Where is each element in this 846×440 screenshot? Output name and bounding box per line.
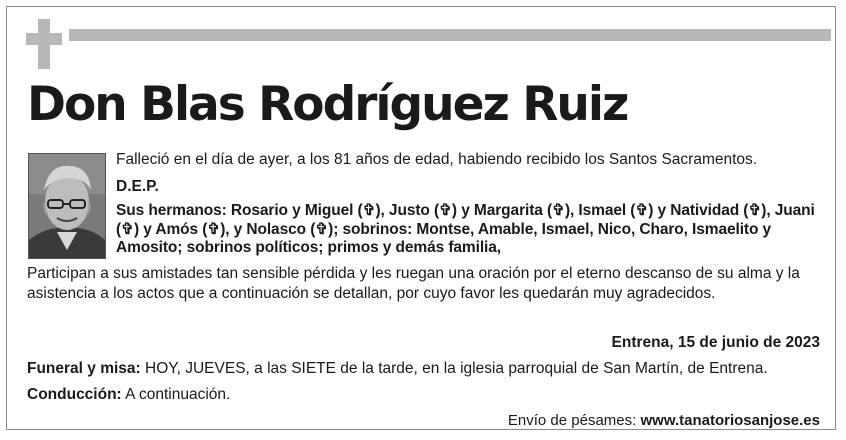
place-date: Entrena, 15 de junio de 2023 bbox=[611, 334, 820, 351]
obituary-card bbox=[6, 6, 836, 430]
death-notice-line: Falleció en el día de ayer, a los 81 años de edad, habiendo recibido los Santos Sacramentos. bbox=[116, 151, 758, 168]
funeral-text: HOY, JUEVES, a las SIETE de la tarde, en la iglesia parroquial de San Martín, de Entrena. bbox=[145, 360, 768, 377]
header-rule bbox=[69, 29, 831, 41]
family-list: Sus hermanos: Rosario y Miguel (✞), Justo (✞) y Margarita (✞), Ismael (✞) y Natividad (✞), Juani (✞) y Amós (✞), y Nolasco (✞); sobrinos: Montse, Amable, Ismael, Nico, Charo, Ismaelito y Amosito; sobrinos políticos; primos y demás familia, bbox=[116, 202, 815, 256]
conduccion-label: Conducción: bbox=[27, 386, 122, 403]
notice-paragraph: Participan a sus amistades tan sensible pérdida y les ruegan una oración por el eterno descanso de su alma y la asistencia a los actos que a continuación se detallan, por cuyo favor les quedarán muy agradecidos. bbox=[27, 265, 800, 302]
condolences-link[interactable]: www.tanatoriosanjose.es bbox=[640, 412, 820, 429]
cross-icon bbox=[26, 19, 62, 69]
condolences-footer bbox=[508, 411, 820, 431]
conduccion-line bbox=[27, 385, 230, 405]
dep-label: D.E.P. bbox=[116, 178, 159, 195]
condolences-label: Envío de pésames: bbox=[507, 412, 637, 429]
deceased-name: Don Blas Rodríguez Ruiz bbox=[27, 77, 628, 132]
funeral-line bbox=[27, 359, 768, 379]
funeral-label: Funeral y misa: bbox=[27, 360, 141, 377]
portrait-photo bbox=[28, 153, 106, 259]
conduccion-text: A continuación. bbox=[125, 386, 231, 403]
